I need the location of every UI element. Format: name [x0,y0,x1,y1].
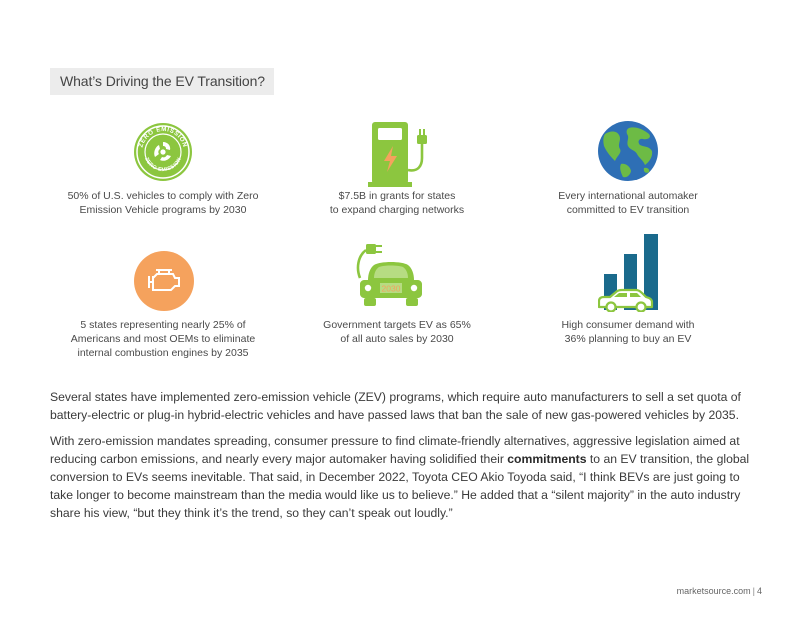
body-paragraph: Several states have implemented zero-emission vehicle (ZEV) programs, which require auto manufacturers to sell a set quota of battery-electric or plug-in hybrid-electric vehicles and have passed laws that ban the sale of new gas-powered vehicles by 2035. [50,390,741,422]
caption-line: internal combustion engines by 2035 [77,347,249,359]
growth-bar-chart-car-icon [598,232,662,312]
charging-station-icon [366,120,436,188]
caption-line: 36% planning to buy an EV [564,333,692,345]
stat-caption [518,318,738,346]
caption-line: to expand charging networks [329,204,465,216]
stat-caption [53,318,273,360]
caption-line: $7.5B in grants for states [338,190,456,202]
caption-line: Americans and most OEMs to eliminate [70,333,256,345]
stat-caption [287,318,507,346]
caption-line: of all auto sales by 2030 [340,333,454,345]
body-paragraph [50,432,755,522]
electric-car-icon [352,238,432,310]
zero-emission-badge-icon [133,122,193,182]
badge-bottom-text: ZERO EMISSION [143,156,183,174]
page-footer [677,586,762,596]
caption-line: Government targets EV as 65% [323,319,471,331]
footer-site: marketsource.com [676,586,751,596]
commitments-link[interactable]: commitments [507,452,587,466]
caption-line: 5 states representing nearly 25% of [80,319,246,331]
stat-caption [287,189,507,217]
page-number: 4 [756,586,762,596]
license-plate-text: 2030 [381,283,401,294]
footer-separator: | [752,586,755,596]
paragraph-text: With zero-emission mandates spreading, consumer pressure to find climate-friendly alternatives, aggressive legislation aimed at reducing carbon emissions, and nearly every major automaker having solidified their [50,434,740,466]
caption-line: Emission Vehicle programs by 2030 [79,204,247,216]
engine-warning-icon [133,250,195,312]
caption-line: 50% of U.S. vehicles to comply with Zero [67,190,259,202]
badge-top-text: ZERO EMISSION [137,125,189,149]
section-title: What’s Driving the EV Transition? [50,68,274,95]
caption-line: committed to EV transition [566,204,690,216]
globe-icon [597,120,659,182]
caption-line: Every international automaker [558,190,698,202]
stat-caption [53,189,273,217]
caption-line: High consumer demand with [561,319,695,331]
stat-caption [518,189,738,217]
paragraph-text: to an EV transition, the global conversion to EVs seems inevitable. That said, in December 2022, Toyota CEO Akio Toyoda said, “I think BEVs are just going to take longer to become mainstream than the media would like us to believe.” He added that a “silent majority” in the auto industry share his view, “but they think it’s the trend, so they can’t speak out loudly.” [50,452,750,520]
